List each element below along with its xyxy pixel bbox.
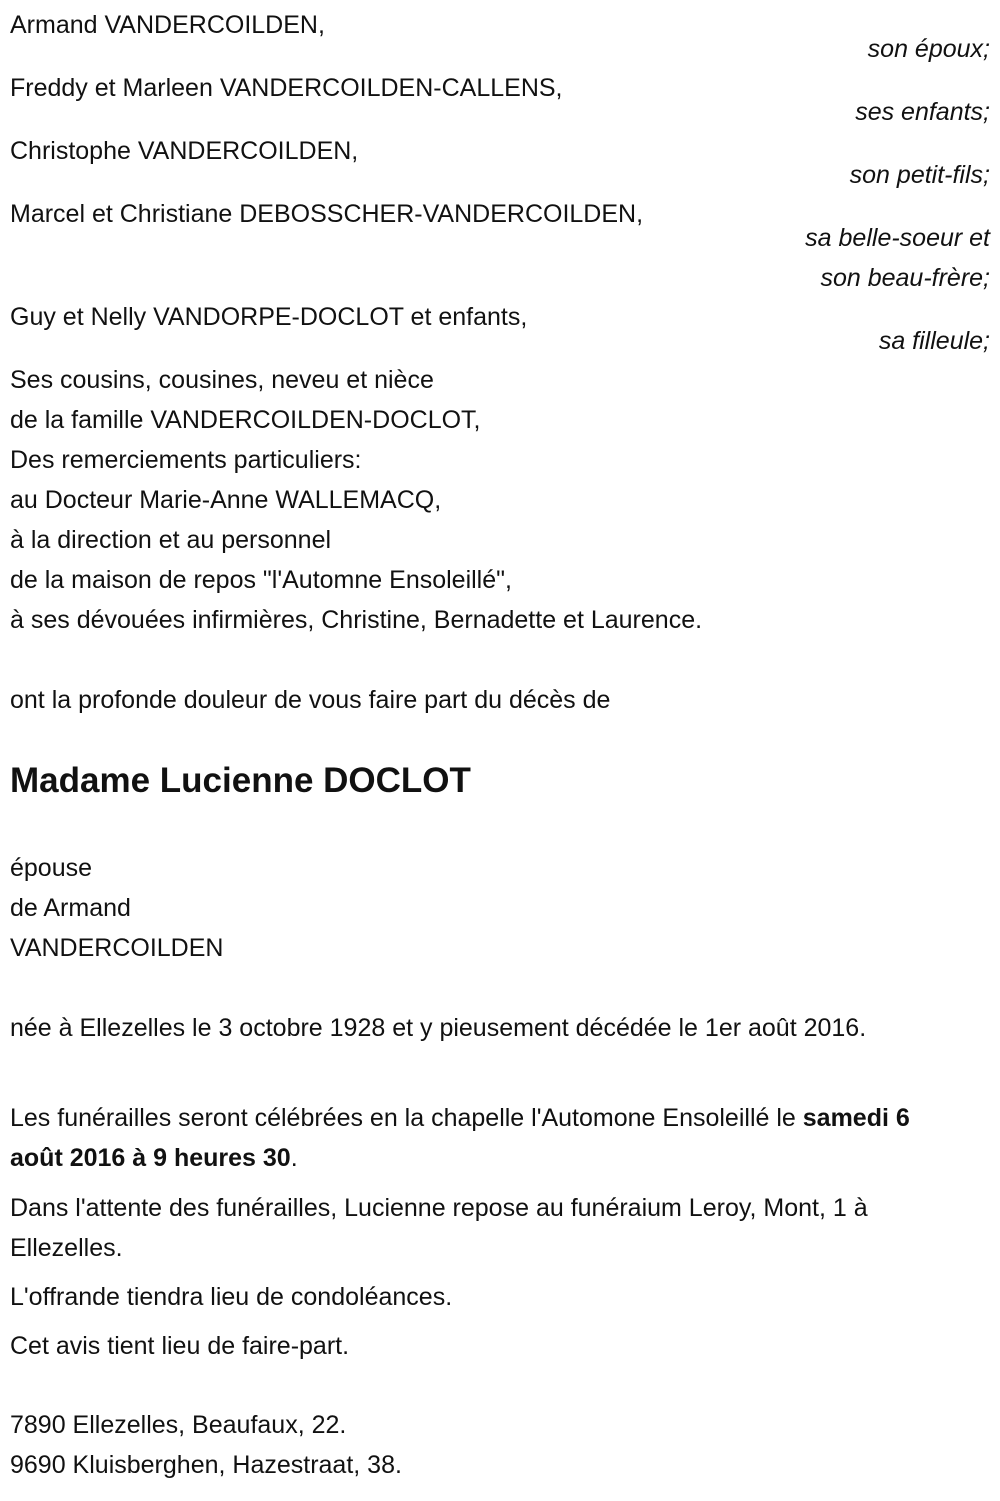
family-role: sa belle-soeur et xyxy=(805,224,990,252)
others-line: Ses cousins, cousines, neveu et nièce xyxy=(10,366,434,394)
birth-death: née à Ellezelles le 3 octobre 1928 et y pieusement décédée le 1er août 2016. xyxy=(10,1014,867,1042)
family-entry xyxy=(10,13,990,69)
others-line: à la direction et au personnel xyxy=(10,526,332,554)
family-role: son petit-fils; xyxy=(849,161,990,189)
others-line: à ses dévouées infirmières, Christine, Bernadette et Laurence. xyxy=(10,606,703,634)
family-name: Guy et Nelly VANDORPE-DOCLOT et enfants, xyxy=(10,303,528,331)
announcement: ont la profonde douleur de vous faire part du décès de xyxy=(10,686,611,714)
others-list xyxy=(10,360,990,640)
family-entry xyxy=(10,202,990,298)
spouse-line: VANDERCOILDEN xyxy=(10,934,224,962)
addresses xyxy=(10,1405,990,1485)
spouse-block xyxy=(10,848,990,968)
family-name: Armand VANDERCOILDEN, xyxy=(10,11,325,39)
others-line: de la famille VANDERCOILDEN-DOCLOT, xyxy=(10,406,481,434)
others-line: Des remerciements particuliers: xyxy=(10,446,362,474)
others-line: au Docteur Marie-Anne WALLEMACQ, xyxy=(10,486,442,514)
address-line: 9690 Kluisberghen, Hazestraat, 38. xyxy=(10,1451,402,1479)
family-name: Freddy et Marleen VANDERCOILDEN-CALLENS, xyxy=(10,74,563,102)
family-role: sa filleule; xyxy=(878,327,990,355)
family-role: son époux; xyxy=(867,35,990,63)
family-entry xyxy=(10,76,990,132)
family-entry xyxy=(10,305,990,361)
funeral-intro: Les funérailles seront célébrées en la chapelle l'Automone Ensoleillé le xyxy=(10,1104,796,1132)
spouse-line: de Armand xyxy=(10,894,131,922)
others-line: de la maison de repos "l'Automne Ensoleillé", xyxy=(10,566,512,594)
address-line: 7890 Ellezelles, Beaufaux, 22. xyxy=(10,1411,347,1439)
funeral-end: . xyxy=(290,1144,298,1172)
spouse-line: épouse xyxy=(10,854,93,882)
offering: L'offrande tiendra lieu de condoléances. xyxy=(10,1283,453,1311)
deceased-name: Madame Lucienne DOCLOT xyxy=(10,761,471,800)
funeral-date: samedi 6 août 2016 à 9 heures 30 xyxy=(10,1104,910,1172)
family-name: Christophe VANDERCOILDEN, xyxy=(10,137,359,165)
rest-location: Dans l'attente des funérailles, Lucienne repose au funéraium Leroy, Mont, 1 à Ellezelles. xyxy=(10,1194,868,1262)
family-entry xyxy=(10,139,990,195)
family-list xyxy=(10,13,990,368)
family-role: son beau-frère; xyxy=(820,264,990,292)
funeral-info xyxy=(10,1098,960,1178)
family-role: ses enfants; xyxy=(855,98,990,126)
family-name: Marcel et Christiane DEBOSSCHER-VANDERCOILDEN, xyxy=(10,200,644,228)
notice: Cet avis tient lieu de faire-part. xyxy=(10,1332,350,1360)
